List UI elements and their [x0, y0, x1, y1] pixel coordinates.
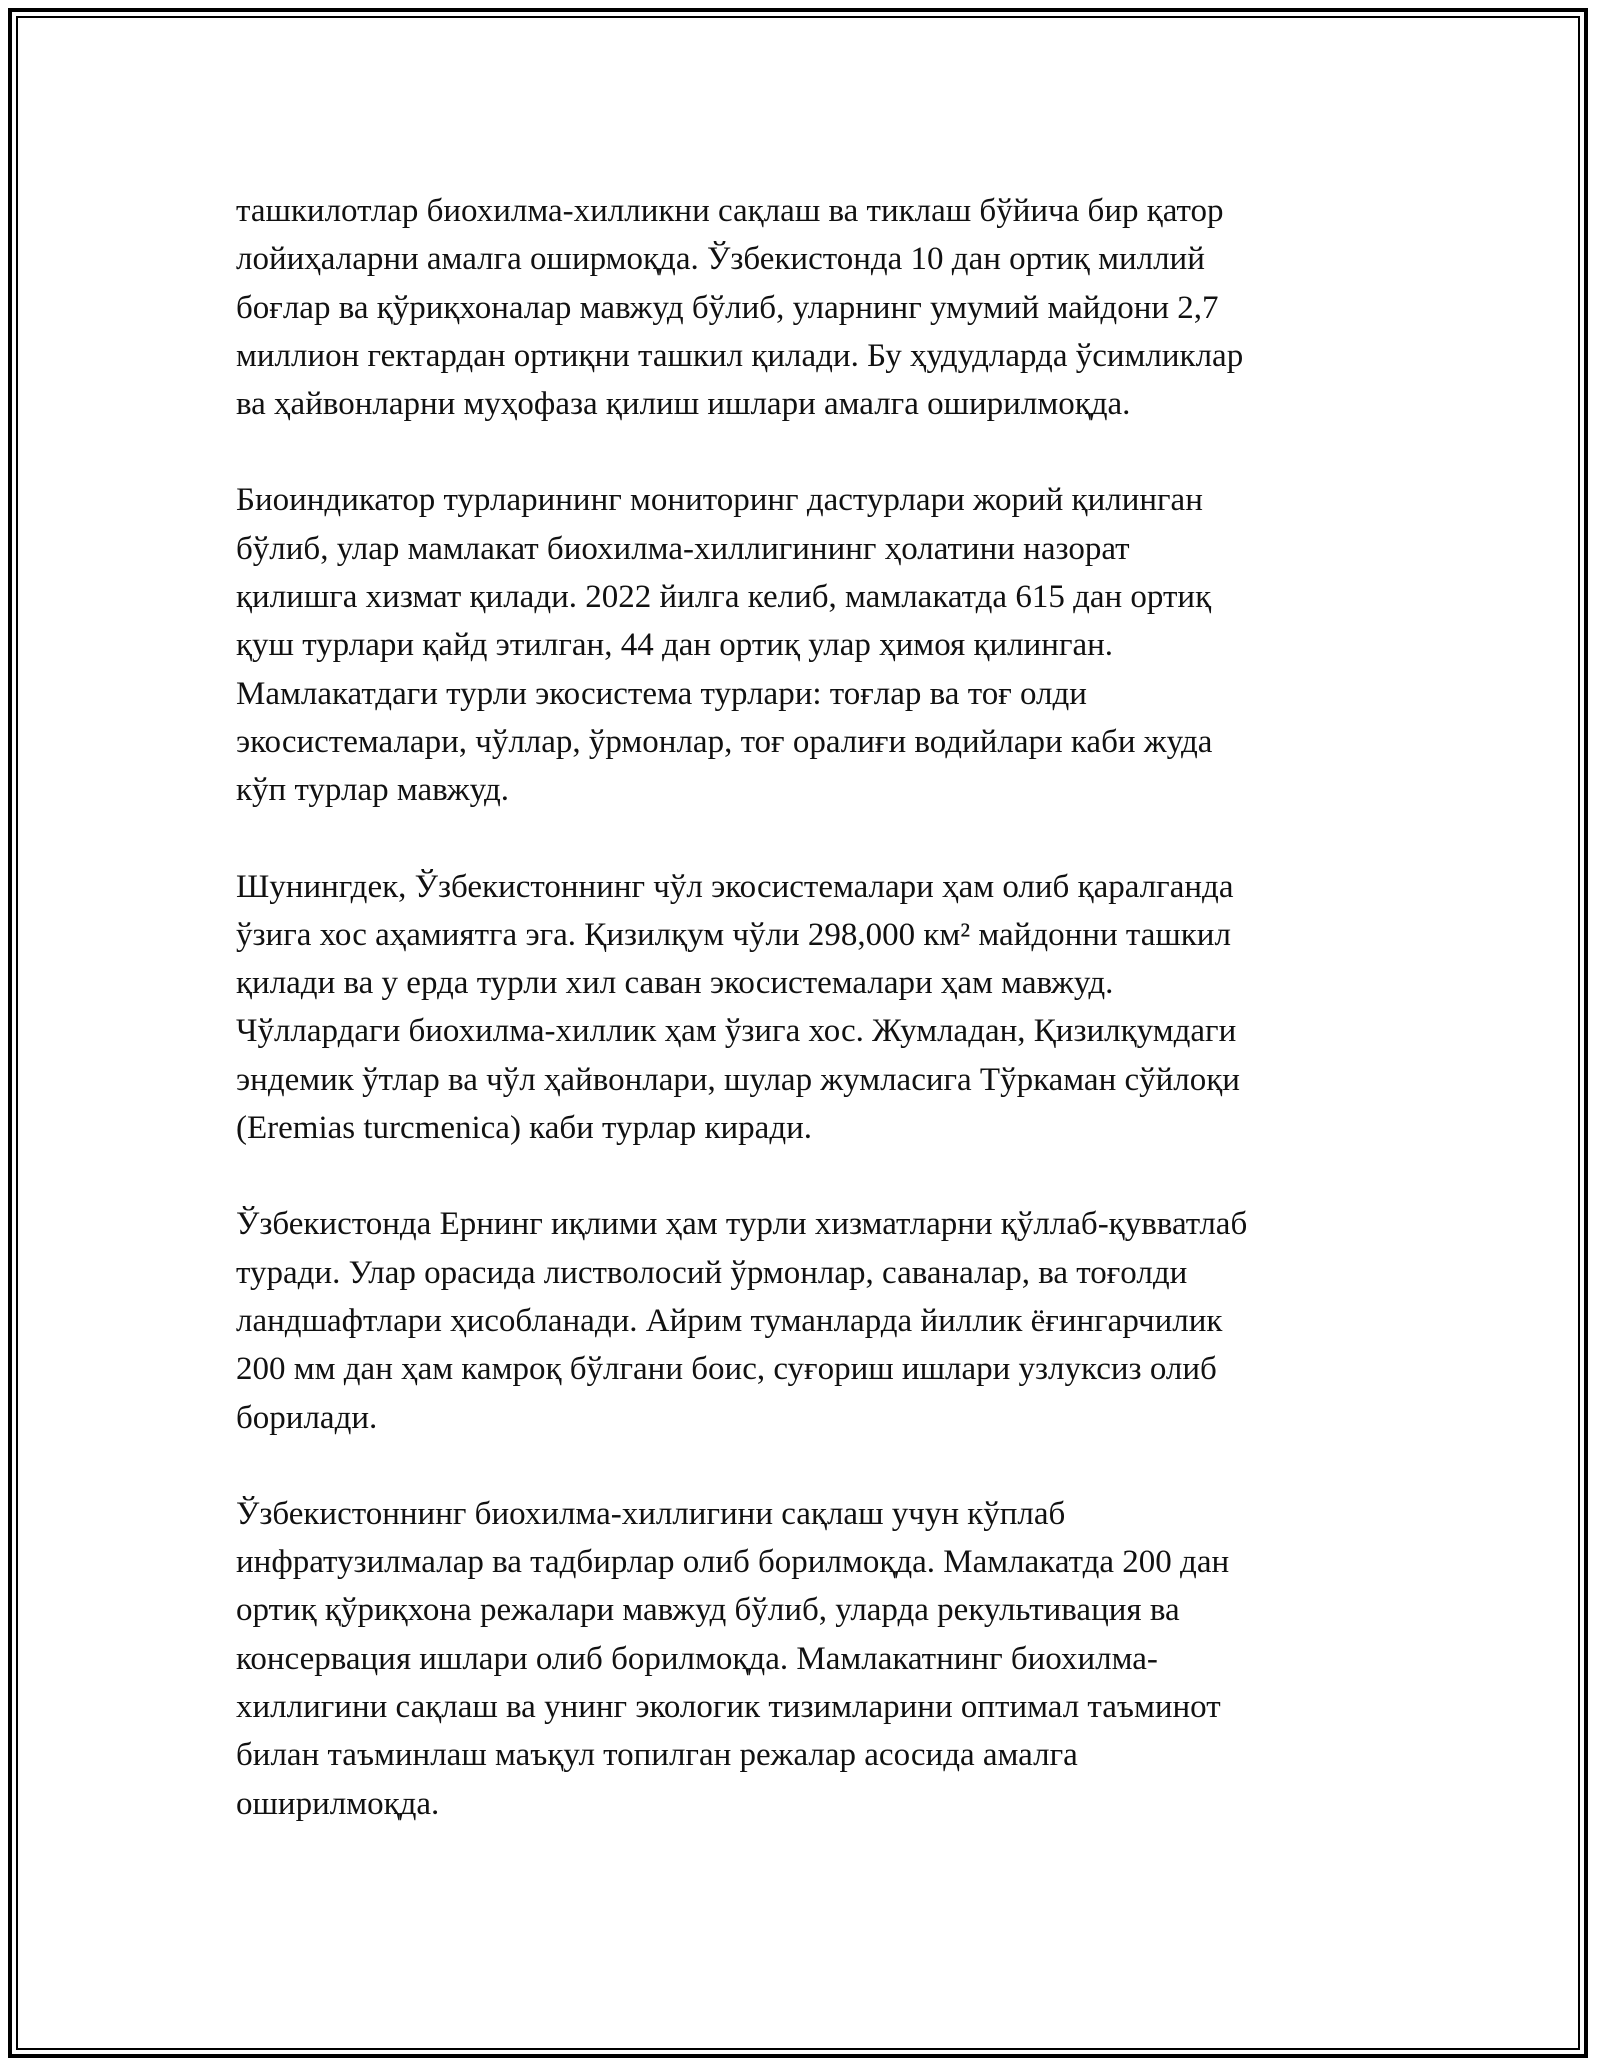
paragraph-climate-services: Ўзбекистонда Ернинг иқлими ҳам турли хизматларни қўллаб-қувватлаб туради. Улар орасида листволосий ўрмонлар, саваналар, ва тоғолди ландшафтлари ҳисобланади. Айрим туманларда йиллик ёғингарчилик 200 мм дан ҳам камроқ бўлгани боис, суғориш ишлари узлуксиз олиб борилади. — [236, 1206, 1248, 1436]
paragraph-desert-ecosystems: Шунингдек, Ўзбекистоннинг чўл экосистемалари ҳам олиб қаралганда ўзига хос аҳамиятга эга. Қизилқум чўли 298,000 км² майдонни ташкил қилади ва у ерда турли хил саван экосистемалари ҳам мавжуд. Чўллардаги биохилма-хиллик ҳам ўзига хос. Жумладан, Қизилқумдаги эндемик ўтлар ва чўл ҳайвонлари, шулар жумласига Тўркаман сўйлоқи (Eremias turcmenica) каби турлар киради. — [236, 868, 1240, 1147]
paragraph-protected-areas: ташкилотлар биохилма-хилликни сақлаш ва тиклаш бўйича бир қатор лойиҳаларни амалга оширмоқда. Ўзбекистонда 10 дан ортиқ миллий боғлар ва қўриқхоналар мавжуд бўлиб, уларнинг умумий майдони 2,7 миллион гектардан ортиқни ташкил қилади. Бу ҳудудларда ўсимликлар ва ҳайвонларни муҳофаза қилиш ишлари амалга оширилмоқда. — [236, 193, 1244, 423]
paragraph-bioindicator-monitoring: Биоиндикатор турларининг мониторинг дастурлари жорий қилинган бўлиб, улар мамлакат биохилма-хиллигининг ҳолатини назорат қилишга хизмат қилади. 2022 йилга келиб, мамлакатда 615 дан ортиқ қуш турлари қайд этилган, 44 дан ортиқ улар ҳимоя қилинган. Мамлакатдаги турли экосистема турлари: тоғлар ва тоғ олди экосистемалари, чўллар, ўрмонлар, тоғ оралиғи водийлари каби жуда кўп турлар мавжуд. — [236, 482, 1213, 809]
document-body — [236, 187, 1376, 1828]
paragraph-conservation-infrastructure: Ўзбекистоннинг биохилма-хиллигини сақлаш учун кўплаб инфратузилмалар ва тадбирлар олиб борилмоқда. Мамлакатда 200 дан ортиқ қўриқхона режалари мавжуд бўлиб, уларда рекультивация ва консервация ишлари олиб борилмоқда. Мамлакатнинг биохилма- хиллигини сақлаш ва унинг экологик тизимларини оптимал таъминот билан таъминлаш маъқул топилган режалар асосида амалга оширилмоқда. — [236, 1495, 1230, 1822]
